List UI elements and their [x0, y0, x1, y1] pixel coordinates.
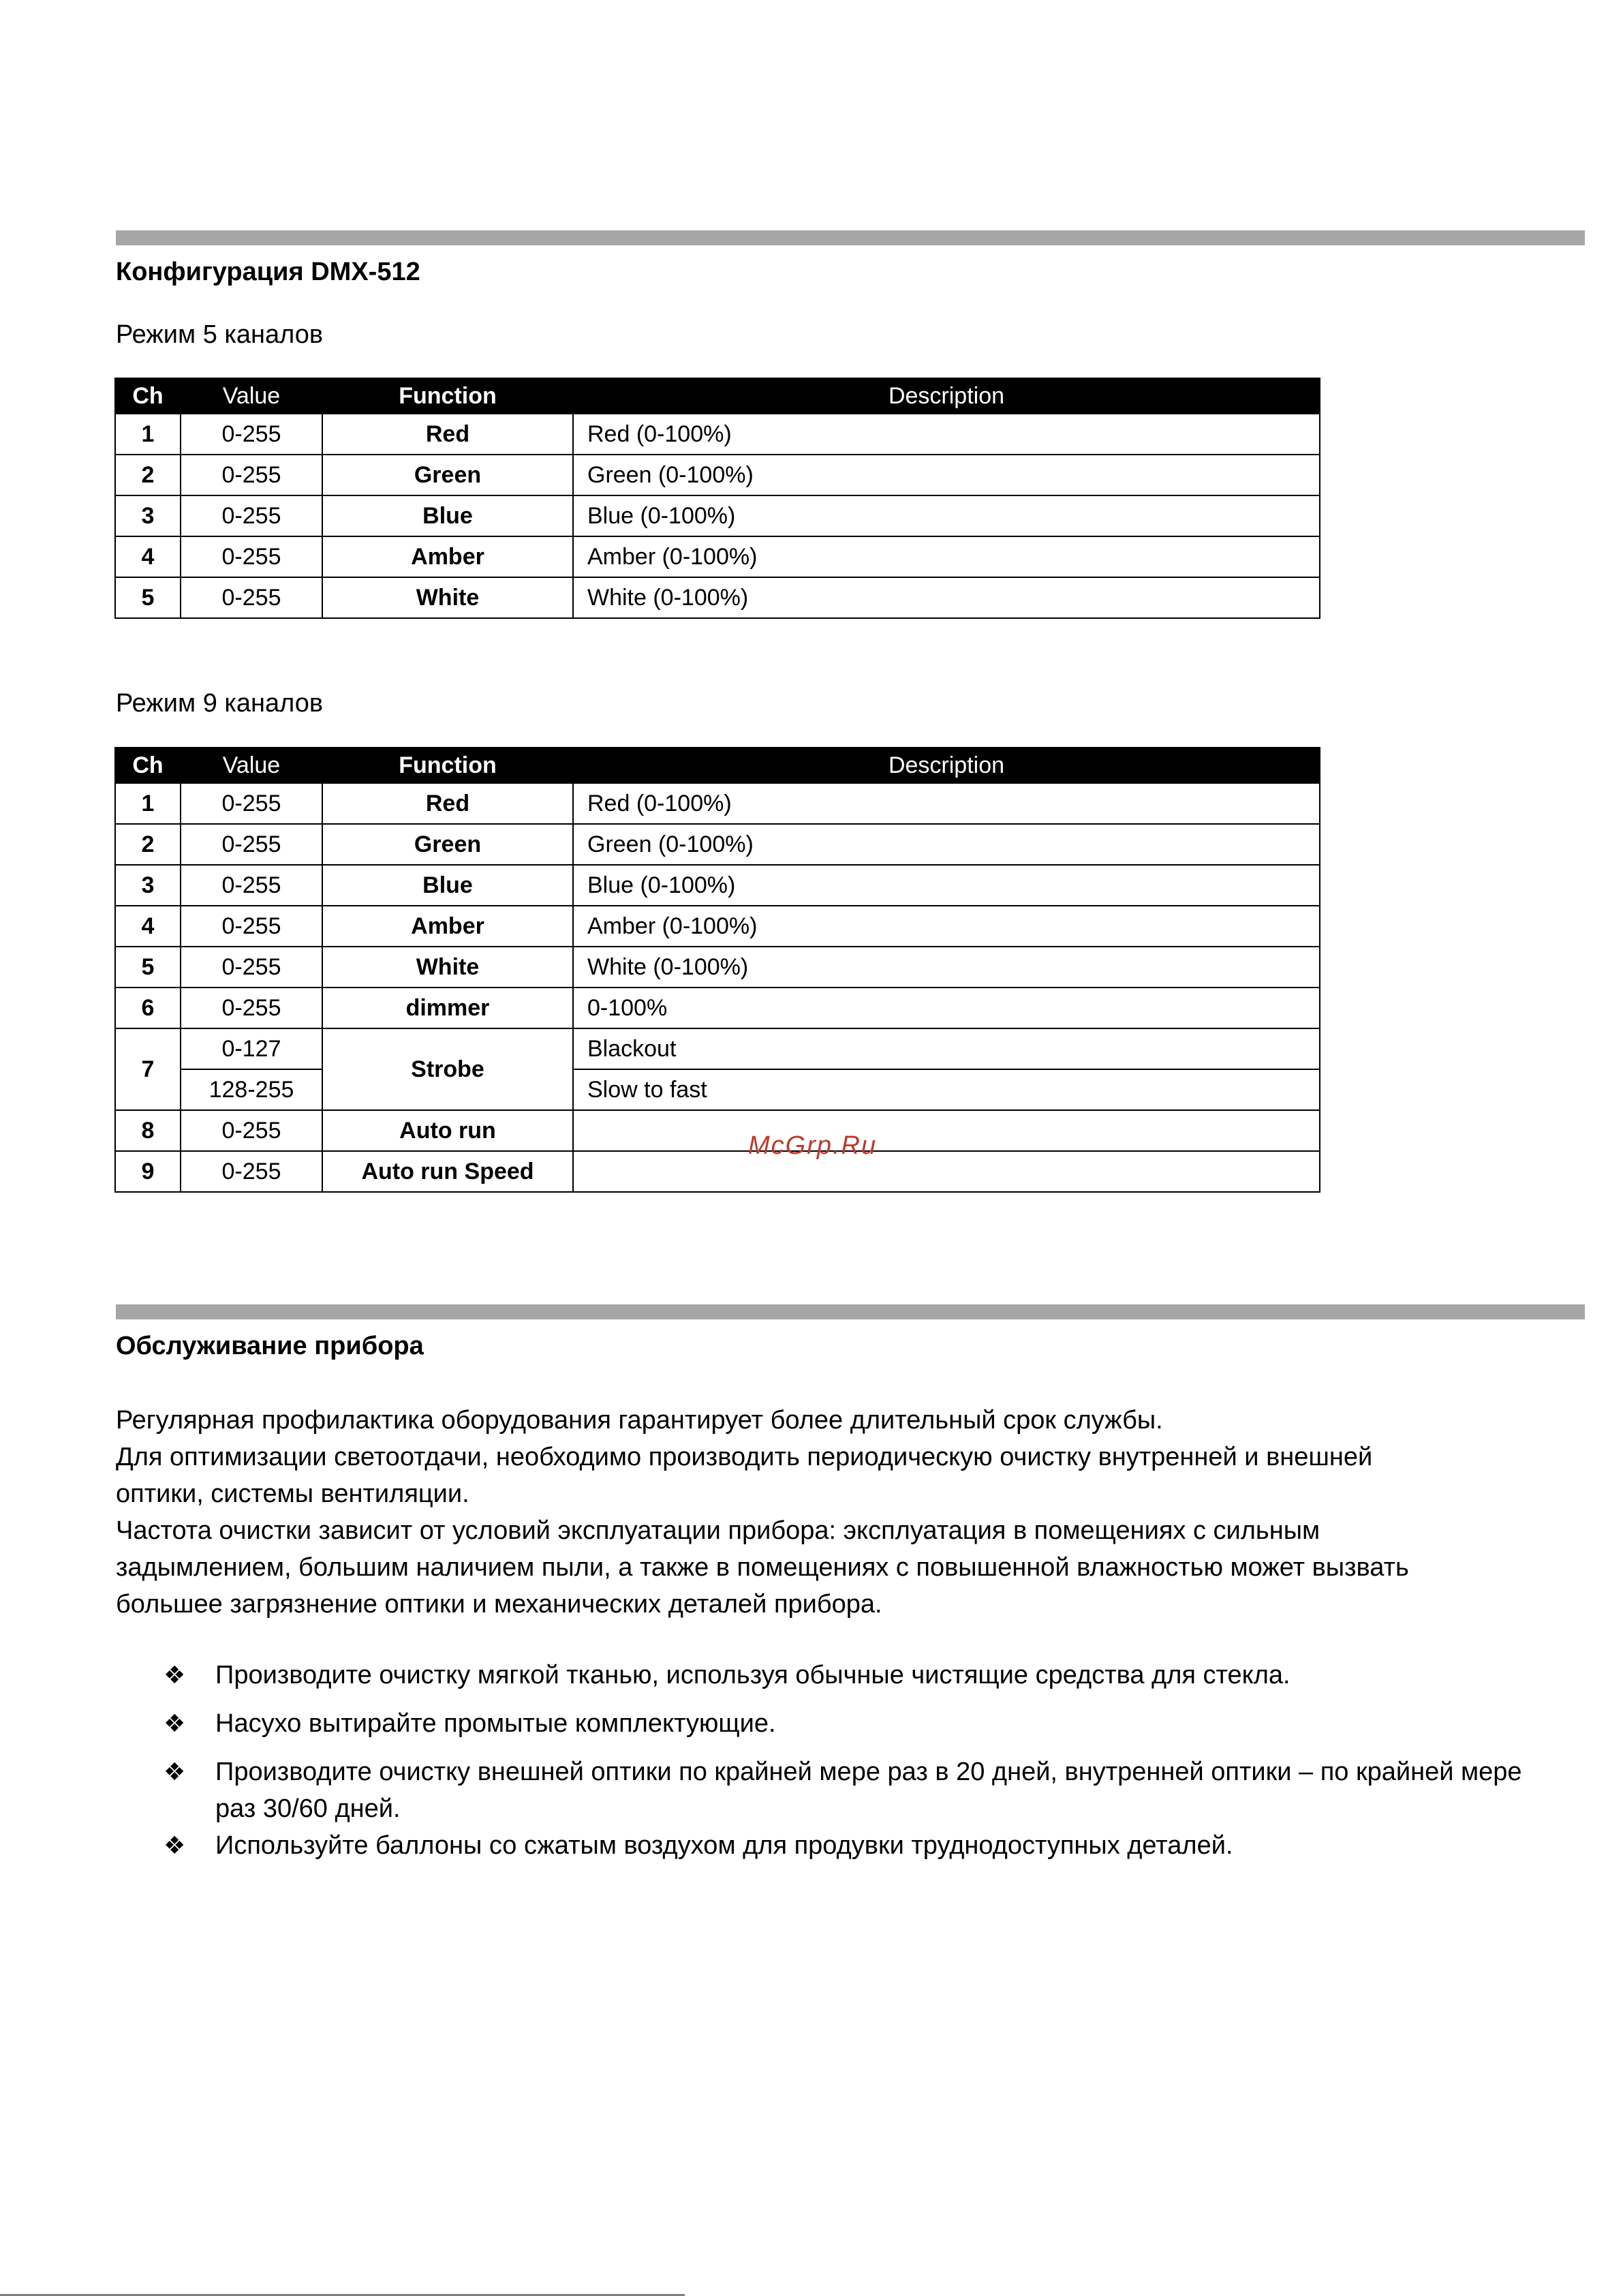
header-function: Function	[322, 378, 573, 414]
diamond-bullet-icon: ❖	[164, 1758, 186, 1786]
cell-ch: 1	[115, 414, 181, 455]
cell-ch: 6	[115, 988, 181, 1028]
cell-value: 0-255	[181, 824, 322, 865]
table-row	[115, 783, 1320, 824]
list-item	[164, 1827, 1526, 1864]
diamond-bullet-icon: ❖	[164, 1831, 186, 1859]
cell-function: Amber	[322, 536, 573, 577]
list-item	[164, 1705, 1526, 1742]
cell-value: 0-255	[181, 865, 322, 906]
cell-value: 0-255	[181, 783, 322, 824]
cell-ch: 3	[115, 865, 181, 906]
maintenance-bullet-list	[164, 1657, 1526, 1876]
paragraph-line: задымлением, большим наличием пыли, а также в помещениях с повышенной влажностью может вызвать	[116, 1553, 1409, 1582]
header-value: Value	[181, 748, 322, 783]
cell-function: Amber	[322, 906, 573, 947]
cell-value: 0-255	[181, 988, 322, 1028]
paragraph-line: Для оптимизации светоотдачи, необходимо производить периодическую очистку внутренней и внешней	[116, 1443, 1373, 1471]
cell-description: Blackout	[573, 1028, 1320, 1069]
cell-value: 0-255	[181, 577, 322, 618]
cell-value: 0-255	[181, 906, 322, 947]
mode5-table	[114, 378, 1320, 619]
cell-value: 0-255	[181, 1110, 322, 1151]
cell-description: Red (0-100%)	[573, 783, 1320, 824]
cell-value: 0-255	[181, 455, 322, 495]
table-row	[115, 906, 1320, 947]
cell-function: Green	[322, 824, 573, 865]
table-row	[115, 824, 1320, 865]
list-item-text: Насухо вытирайте промытые комплектующие.	[215, 1709, 776, 1738]
cell-value: 128-255	[181, 1069, 322, 1110]
header-ch: Ch	[115, 748, 181, 783]
cell-value: 0-255	[181, 536, 322, 577]
watermark-text: McGrp.Ru	[748, 1131, 878, 1160]
cell-description: Red (0-100%)	[573, 414, 1320, 455]
list-item	[164, 1657, 1526, 1694]
table-row	[115, 455, 1320, 495]
table-header-row	[115, 378, 1320, 414]
cell-description: White (0-100%)	[573, 947, 1320, 988]
table-row	[115, 414, 1320, 455]
cell-description: Slow to fast	[573, 1069, 1320, 1110]
cell-function: White	[322, 947, 573, 988]
cell-description: Blue (0-100%)	[573, 495, 1320, 536]
cell-value: 0-127	[181, 1028, 322, 1069]
cell-ch: 1	[115, 783, 181, 824]
list-item-text: Используйте баллоны со сжатым воздухом для продувки труднодоступных деталей.	[215, 1831, 1233, 1860]
maintenance-paragraph	[116, 1402, 1547, 1623]
cell-ch: 8	[115, 1110, 181, 1151]
cell-function: Green	[322, 455, 573, 495]
mode9-title: Режим 9 каналов	[116, 689, 324, 718]
cell-function: White	[322, 577, 573, 618]
cell-function: Blue	[322, 865, 573, 906]
cell-function: Auto run	[322, 1110, 573, 1151]
cell-ch: 5	[115, 577, 181, 618]
section-divider-maintenance	[116, 1304, 1585, 1319]
cell-value: 0-255	[181, 495, 322, 536]
mode9-table	[114, 747, 1320, 1193]
header-ch: Ch	[115, 378, 181, 414]
table-row	[115, 577, 1320, 618]
cell-ch: 3	[115, 495, 181, 536]
cell-function: Red	[322, 783, 573, 824]
paragraph-line: Частота очистки зависит от условий эксплуатации прибора: эксплуатация в помещениях с сильным	[116, 1516, 1320, 1545]
cell-value: 0-255	[181, 414, 322, 455]
cell-description: Blue (0-100%)	[573, 865, 1320, 906]
cell-ch: 4	[115, 536, 181, 577]
header-description: Description	[573, 378, 1320, 414]
cell-value: 0-255	[181, 947, 322, 988]
paragraph-line: оптики, системы вентиляции.	[116, 1480, 469, 1508]
section-title-dmx: Конфигурация DMX-512	[116, 258, 420, 286]
cell-description	[573, 1110, 1320, 1151]
table-row	[115, 1151, 1320, 1192]
header-value: Value	[181, 378, 322, 414]
paragraph-line: большее загрязнение оптики и механических деталей прибора.	[116, 1590, 882, 1619]
table-row	[115, 947, 1320, 988]
cell-function: Red	[322, 414, 573, 455]
header-description: Description	[573, 748, 1320, 783]
cell-description: White (0-100%)	[573, 577, 1320, 618]
cell-description: 0-100%	[573, 988, 1320, 1028]
cell-ch: 2	[115, 455, 181, 495]
table-row	[115, 495, 1320, 536]
section-divider-top	[116, 230, 1585, 245]
table-row	[115, 536, 1320, 577]
table-row	[115, 1110, 1320, 1151]
table-row-strobe-sub	[115, 1069, 1320, 1110]
cell-ch: 9	[115, 1151, 181, 1192]
header-function: Function	[322, 748, 573, 783]
cell-description: Amber (0-100%)	[573, 536, 1320, 577]
table-header-row	[115, 748, 1320, 783]
diamond-bullet-icon: ❖	[164, 1709, 186, 1737]
table-row-strobe	[115, 1028, 1320, 1069]
cell-description: Green (0-100%)	[573, 824, 1320, 865]
list-item-text: Производите очистку мягкой тканью, используя обычные чистящие средства для стекла.	[215, 1661, 1290, 1689]
cell-value: 0-255	[181, 1151, 322, 1192]
table-row	[115, 865, 1320, 906]
table-row	[115, 988, 1320, 1028]
cell-description	[573, 1151, 1320, 1192]
list-item-text: Производите очистку внешней оптики по крайней мере раз в 20 дней, внутренней оптики – по крайней мере раз 30/60 дней.	[215, 1758, 1522, 1823]
section-title-maintenance: Обслуживание прибора	[116, 1332, 424, 1360]
cell-description: Green (0-100%)	[573, 455, 1320, 495]
cell-function: Blue	[322, 495, 573, 536]
cell-ch: 2	[115, 824, 181, 865]
diamond-bullet-icon: ❖	[164, 1661, 186, 1689]
list-item	[164, 1754, 1526, 1827]
cell-function: Strobe	[322, 1028, 573, 1110]
cell-description: Amber (0-100%)	[573, 906, 1320, 947]
mode5-title: Режим 5 каналов	[116, 320, 324, 349]
cell-ch: 7	[115, 1028, 181, 1110]
cell-function: Auto run Speed	[322, 1151, 573, 1192]
paragraph-line: Регулярная профилактика оборудования гарантирует более длительный срок службы.	[116, 1406, 1163, 1435]
cell-ch: 4	[115, 906, 181, 947]
cell-ch: 5	[115, 947, 181, 988]
cell-function: dimmer	[322, 988, 573, 1028]
